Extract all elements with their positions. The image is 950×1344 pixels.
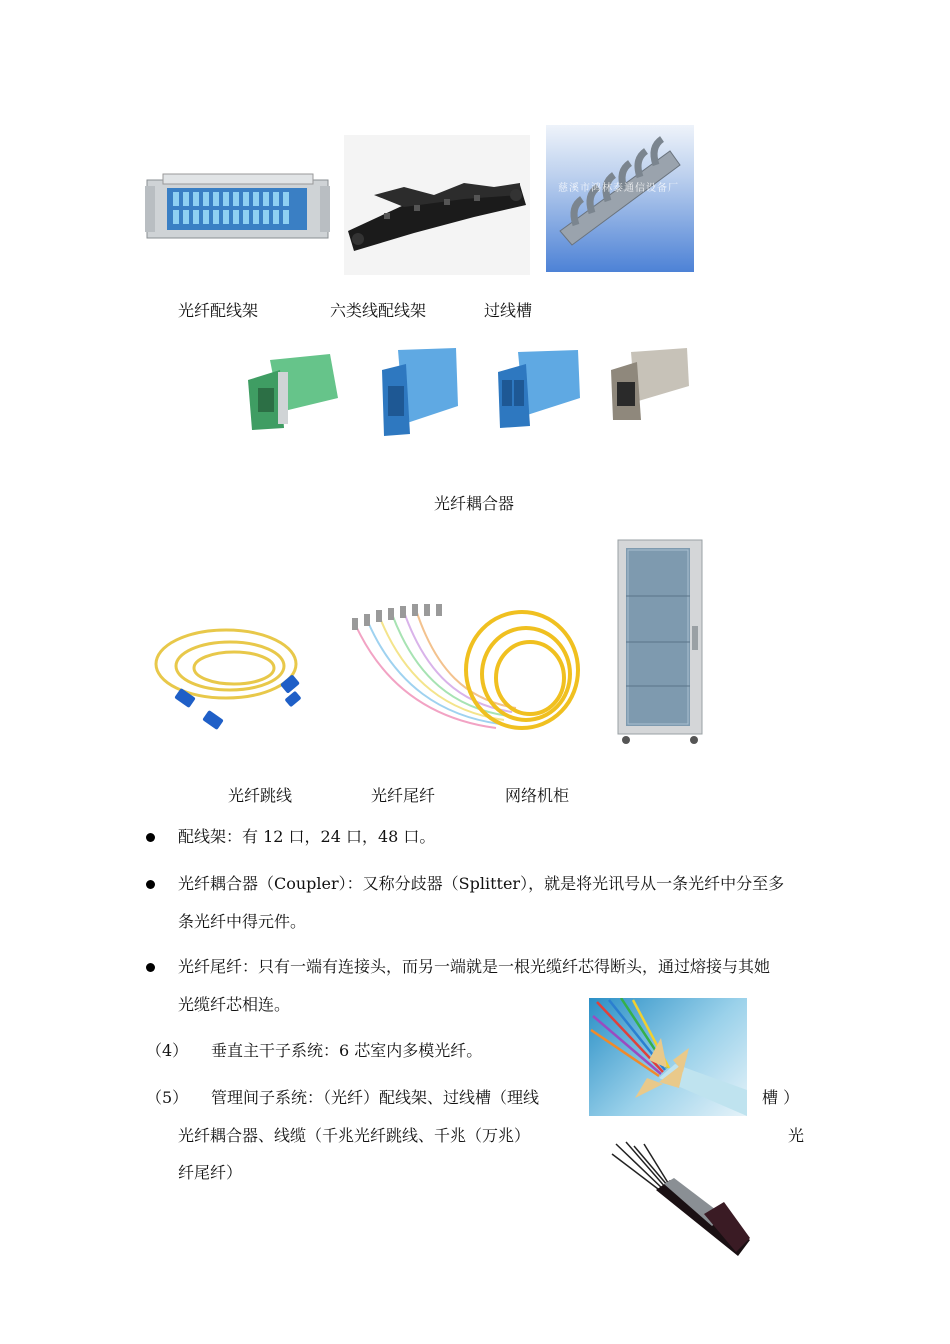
fiber-patch-panel-image bbox=[145, 170, 330, 240]
item-5-line3: 纤尾纤） bbox=[178, 1163, 243, 1182]
caption-fiber-patch-panel: 光纤配线架 bbox=[178, 301, 259, 320]
bullet-text-line1: 光纤尾纤：只有一端有连接头，而另一端就是一根光缆纤芯得断头，通过熔接与其她 bbox=[178, 957, 771, 976]
caption-fiber-pigtail: 光纤尾纤 bbox=[371, 786, 436, 805]
item-4-number: （4） bbox=[146, 1041, 189, 1060]
network-cabinet-image bbox=[614, 536, 706, 746]
caption-fiber-coupler: 光纤耦合器 bbox=[434, 494, 515, 513]
bullet-text-line2: 条光纤中得元件。 bbox=[178, 912, 307, 931]
armored-cable-image bbox=[604, 1140, 754, 1258]
bullet-text-line2: 光缆纤芯相连。 bbox=[178, 995, 291, 1014]
item-5-number: （5） bbox=[146, 1088, 189, 1107]
item-5-text-right: 槽 ） bbox=[762, 1088, 800, 1107]
bullet-dot bbox=[146, 880, 155, 889]
cat6-patch-panel-image bbox=[344, 135, 530, 275]
caption-network-cabinet: 网络机柜 bbox=[505, 786, 570, 805]
lc-coupler-duplex-image bbox=[494, 346, 582, 430]
bullet-item-coupler bbox=[178, 865, 784, 941]
caption-cable-trough: 过线槽 bbox=[484, 301, 533, 320]
bullet-dot bbox=[146, 833, 155, 842]
bullet-text-line1: 光纤耦合器（Coupler）：又称分歧器（Splitter），就是将光讯号从一条光纤中分至多 bbox=[178, 874, 785, 893]
fiber-pigtail-image bbox=[346, 600, 586, 742]
item-5-text-left: 管理间子系统：（光纤）配线架、过线槽（理线 bbox=[211, 1088, 540, 1107]
bullet-item-patch-panel bbox=[178, 818, 435, 856]
lc-coupler-simplex-image bbox=[378, 344, 460, 438]
bullet-dot bbox=[146, 963, 155, 972]
fiber-bundle-image bbox=[589, 998, 747, 1116]
fiber-patch-cord-image bbox=[150, 622, 308, 734]
caption-fiber-patch-cord: 光纤跳线 bbox=[228, 786, 293, 805]
caption-cat6-patch-panel: 六类线配线架 bbox=[330, 301, 427, 320]
cable-trough-image bbox=[546, 125, 694, 272]
trough-watermark: 慈溪市鸿林泰通信设备厂 bbox=[558, 183, 679, 194]
bullet-text: 配线架：有 12 口，24 口，48 口。 bbox=[178, 827, 436, 846]
item-4-text: 垂直主干子系统：6 芯室内多模光纤。 bbox=[211, 1041, 483, 1060]
item-5-line2-right: 光 bbox=[788, 1126, 805, 1145]
item-5-line2-left: 光纤耦合器、线缆（千兆光纤跳线、千兆（万兆） bbox=[178, 1126, 531, 1145]
fc-coupler-grey-image bbox=[607, 346, 691, 422]
sc-coupler-green-image bbox=[244, 350, 340, 432]
